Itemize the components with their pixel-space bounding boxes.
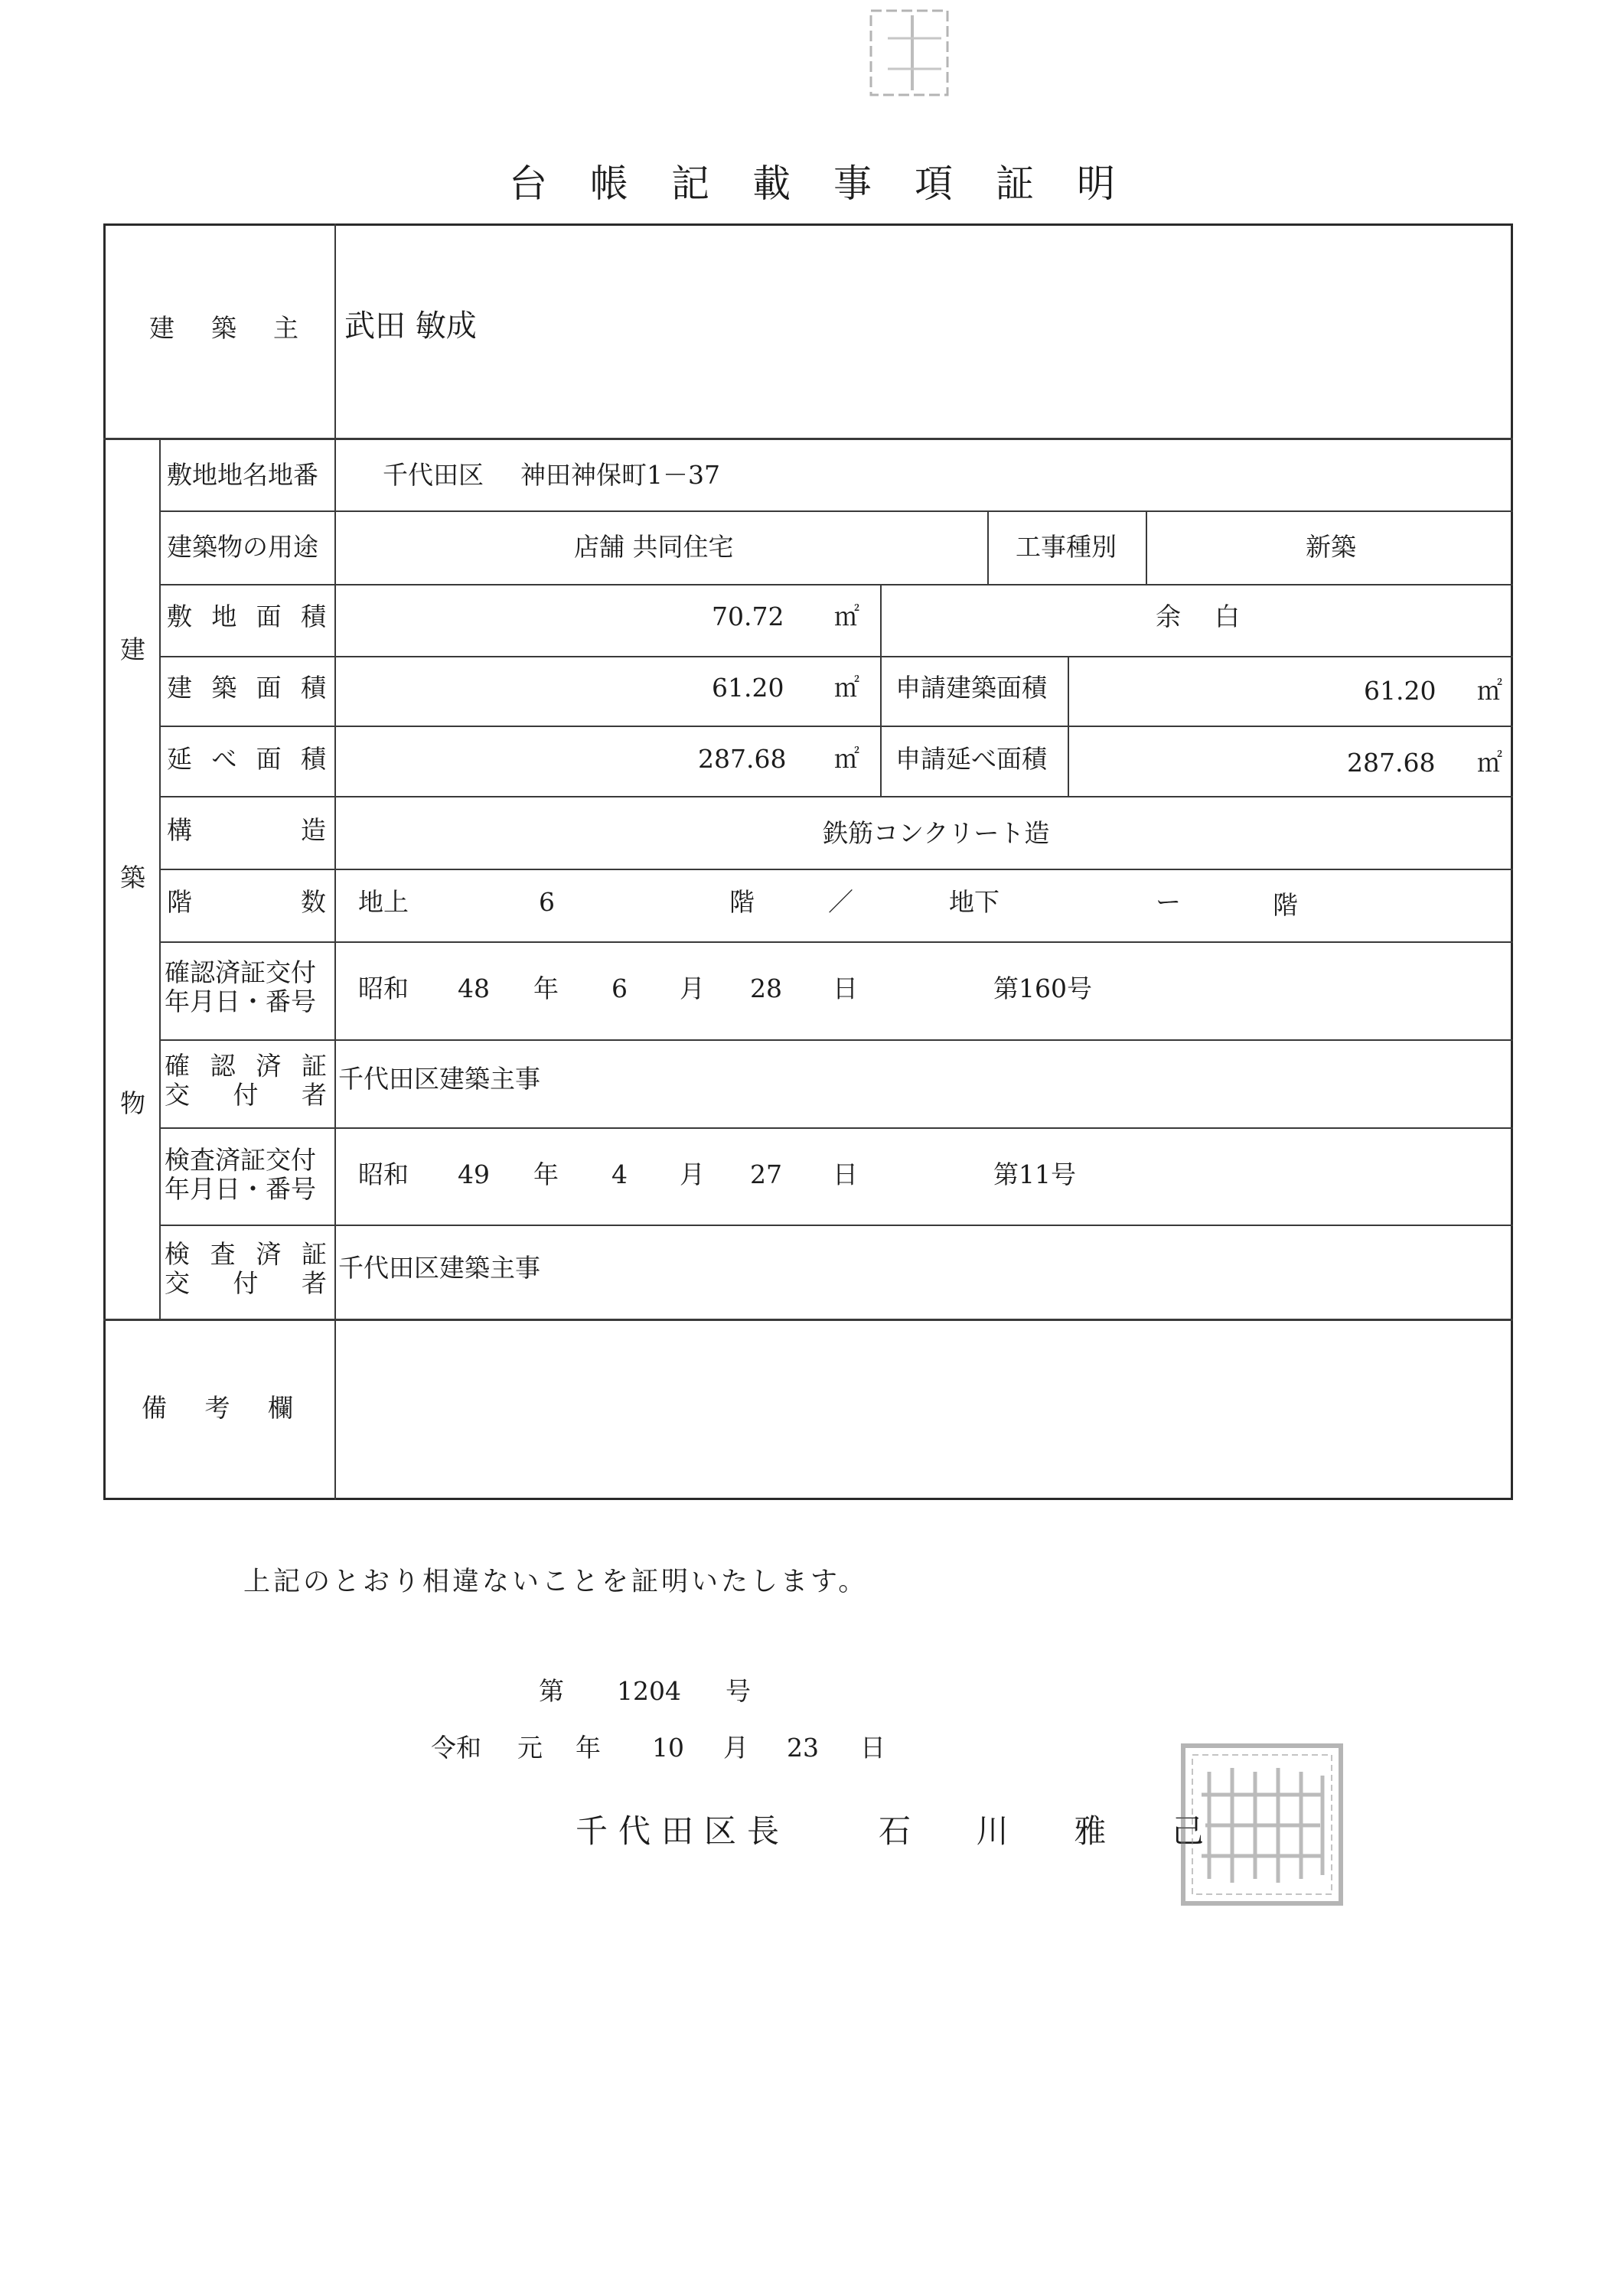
confirm-issue-era: 昭和 — [358, 974, 409, 1003]
inspect-issue-era: 昭和 — [358, 1159, 409, 1189]
site-address-label: 敷地地名地番 — [167, 460, 318, 490]
work-type-value: 新築 — [1306, 532, 1356, 562]
issue-date-era: 令和 — [431, 1733, 481, 1763]
floor-area-unit: ㎡ — [834, 744, 859, 774]
issue-date-year: 元 — [517, 1733, 543, 1763]
site-area-label: 敷 地 面 積 — [167, 602, 326, 631]
confirm-issue-month: 6 — [611, 974, 628, 1003]
owner-name: 武田 敏成 — [344, 308, 477, 344]
issue-date-year-unit: 年 — [576, 1733, 601, 1763]
blank-label: 余 白 — [1156, 602, 1240, 631]
confirm-issuer-value: 千代田区建築主事 — [338, 1064, 540, 1094]
col-divider — [1068, 656, 1069, 796]
row-divider — [159, 1127, 1513, 1129]
receipt-stamp — [865, 8, 957, 99]
col-divider — [1146, 510, 1147, 584]
building-area-label: 建 築 面 積 — [167, 673, 326, 703]
label-column-divider — [334, 223, 336, 1500]
building-area-unit: ㎡ — [834, 673, 859, 703]
floor-area-label: 延 べ 面 積 — [167, 744, 326, 774]
inspect-issue-number: 第11号 — [993, 1159, 1076, 1189]
applied-floor-area-unit: ㎡ — [1477, 748, 1502, 778]
applied-floor-area-label: 申請延べ面積 — [895, 744, 1047, 774]
row-divider — [159, 941, 1513, 943]
row-divider — [159, 584, 1513, 585]
inspect-issue-year: 49 — [458, 1159, 490, 1189]
site-address-ward: 千代田区 — [383, 460, 484, 490]
col-divider — [880, 584, 882, 796]
row-divider — [159, 510, 1513, 512]
structure-value: 鉄筋コンクリート造 — [823, 818, 1050, 848]
floors-below-label: 地下 — [949, 887, 1000, 917]
site-area-value: 70.72 — [712, 602, 784, 631]
floors-below-count: ー — [1156, 887, 1181, 917]
structure-label: 構 造 — [167, 815, 326, 845]
row-divider — [103, 438, 1513, 440]
document-title: 台帳記載事項証明 — [509, 161, 1158, 206]
owner-label: 建 築 主 — [149, 313, 298, 343]
building-area-value: 61.20 — [712, 673, 784, 703]
applied-floor-area-value: 287.68 — [1347, 748, 1436, 778]
col-divider — [987, 510, 989, 584]
certificate-number: 1204 — [617, 1676, 681, 1706]
floors-label: 階 数 — [167, 887, 326, 917]
row-divider — [159, 1039, 1513, 1041]
issuer-title: 千代田区長 — [576, 1812, 791, 1850]
confirm-issue-month-unit: 月 — [680, 974, 705, 1003]
row-divider — [159, 869, 1513, 870]
confirm-issue-year-unit: 年 — [533, 974, 559, 1003]
certificate-number-suffix: 号 — [726, 1676, 751, 1706]
row-divider — [159, 1225, 1513, 1226]
building-side-char-3: 物 — [120, 1088, 145, 1118]
building-side-char-1: 建 — [120, 634, 145, 664]
floors-below-unit: 階 — [1273, 890, 1298, 920]
inspect-issuer-label: 検 査 済 証 交 付 者 — [165, 1239, 327, 1298]
inspect-issuer-value: 千代田区建築主事 — [338, 1253, 540, 1283]
inspect-issue-day-unit: 日 — [833, 1159, 858, 1189]
side-column-divider — [159, 438, 161, 1319]
inspect-issue-year-unit: 年 — [533, 1159, 559, 1189]
inspect-issue-label: 検査済証交付 年月日・番号 — [165, 1145, 316, 1204]
inspect-issue-day: 27 — [750, 1159, 782, 1189]
applied-building-area-label: 申請建築面積 — [895, 673, 1047, 703]
certificate-number-prefix: 第 — [539, 1676, 564, 1706]
confirm-issue-day: 28 — [750, 974, 782, 1003]
official-seal — [1179, 1741, 1345, 1908]
floors-above-label: 地上 — [358, 887, 409, 917]
issue-date-month-unit: 月 — [723, 1733, 748, 1763]
row-divider — [159, 726, 1513, 727]
remarks-label: 備 考 欄 — [142, 1393, 293, 1423]
confirm-issue-number: 第160号 — [993, 974, 1092, 1003]
floors-above-count: 6 — [539, 887, 555, 917]
floors-separator: ／ — [828, 887, 853, 917]
issue-date-day-unit: 日 — [860, 1733, 885, 1763]
issue-date-day: 23 — [787, 1733, 819, 1763]
row-divider — [159, 656, 1513, 657]
confirm-issuer-label: 確 認 済 証 交 付 者 — [165, 1051, 327, 1110]
use-value: 店舗 共同住宅 — [574, 532, 734, 562]
work-type-label: 工事種別 — [1016, 532, 1117, 562]
confirm-issue-label: 確認済証交付 年月日・番号 — [165, 957, 316, 1016]
confirm-issue-year: 48 — [458, 974, 490, 1003]
site-area-unit: ㎡ — [834, 602, 859, 631]
floor-area-value: 287.68 — [698, 744, 787, 774]
row-divider — [103, 1319, 1513, 1321]
use-label: 建築物の用途 — [167, 532, 318, 562]
issue-date-month: 10 — [652, 1733, 684, 1763]
inspect-issue-month: 4 — [611, 1159, 628, 1189]
site-address-value: 神田神保町1－37 — [520, 460, 720, 490]
applied-building-area-unit: ㎡ — [1477, 676, 1502, 706]
confirm-issue-day-unit: 日 — [833, 974, 858, 1003]
issuer-name: 石 川 雅 己 — [879, 1812, 1204, 1850]
building-side-char-2: 築 — [120, 863, 145, 892]
applied-building-area-value: 61.20 — [1364, 676, 1436, 706]
certification-statement: 上記のとおり相違ないことを証明いたします。 — [243, 1567, 869, 1597]
inspect-issue-month-unit: 月 — [680, 1159, 705, 1189]
certificate-table — [103, 223, 1513, 1500]
row-divider — [159, 796, 1513, 797]
floors-above-unit: 階 — [729, 887, 755, 917]
